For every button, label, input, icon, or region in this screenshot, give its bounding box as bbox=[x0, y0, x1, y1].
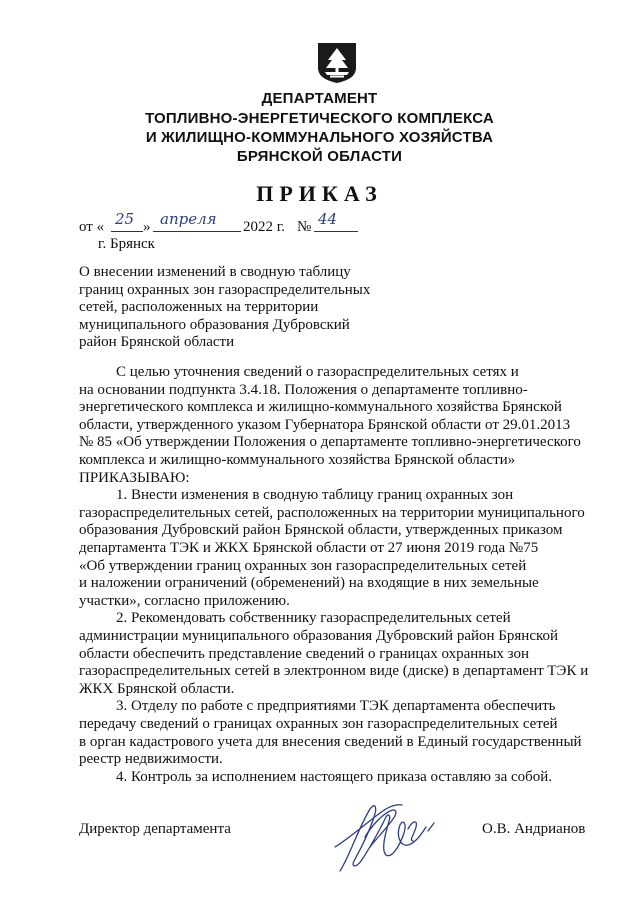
preamble-line: № 85 «Об утверждении Положения о департаменте топливно-энергетического bbox=[79, 434, 581, 451]
day-underline bbox=[111, 231, 143, 232]
item-2-line: газораспределительных сетей в электронном виде (диске) в департамент ТЭК и bbox=[79, 663, 589, 680]
preamble-line: области, утвержденного указом Губернатора Брянской области от 29.01.2013 bbox=[79, 416, 571, 433]
subject-line: границ охранных зон газораспределительных bbox=[79, 281, 371, 298]
order-year: 2022 г. bbox=[243, 219, 285, 235]
item-2-line: области обеспечить представление сведений о границах охранных зон bbox=[79, 645, 530, 662]
coat-of-arms-icon bbox=[317, 42, 357, 84]
date-quote-close: » bbox=[143, 219, 151, 235]
item-1-line: газораспределительных сетей, расположенных на территории муниципального bbox=[79, 504, 585, 521]
department-name-line-4: БРЯНСКОЙ ОБЛАСТИ bbox=[236, 148, 403, 165]
month-underline bbox=[153, 231, 241, 232]
department-name-line-1: ДЕПАРТАМЕНТ bbox=[261, 90, 378, 107]
preamble-line: на основании подпункта 3.4.18. Положения о департаменте топливно- bbox=[79, 381, 528, 398]
order-day: 25 bbox=[115, 210, 135, 228]
item-2-line: администрации муниципального образования Дубровский район Брянской bbox=[79, 628, 559, 644]
subject-line: район Брянской области bbox=[79, 334, 235, 351]
item-3-line: передачу сведений о границах охранных зон газораспределительных сетей bbox=[79, 716, 558, 732]
item-2-line: ЖКХ Брянской области. bbox=[79, 680, 235, 697]
order-keyword: ПРИКАЗЫВАЮ: bbox=[79, 469, 190, 486]
item-3-line: 3. Отделу по работе с предприятиями ТЭК департамента обеспечить bbox=[116, 698, 556, 715]
order-title: ПРИКАЗ bbox=[256, 181, 383, 206]
item-1-line: образования Дубровский район Брянской области, утвержденных приказом bbox=[79, 522, 563, 539]
signatory-position: Директор департамента bbox=[79, 821, 231, 837]
order-number-label: № bbox=[297, 219, 312, 235]
department-name-line-2: ТОПЛИВНО-ЭНЕРГЕТИЧЕСКОГО КОМПЛЕКСА bbox=[145, 110, 494, 127]
item-1-line: департамента ТЭК и ЖКХ Брянской области от 27 июня 2019 года №75 bbox=[79, 540, 539, 556]
date-prefix: от « bbox=[79, 219, 105, 235]
item-1-line: участки», согласно приложению. bbox=[79, 592, 290, 609]
item-2-line: 2. Рекомендовать собственнику газораспределительных сетей bbox=[116, 610, 511, 627]
order-city: г. Брянск bbox=[98, 236, 155, 252]
preamble-line: энергетического комплекса и жилищно-коммунального хозяйства Брянской bbox=[79, 399, 562, 416]
handwritten-signature-icon bbox=[330, 795, 440, 880]
item-3-line: реестр недвижимости. bbox=[79, 751, 223, 768]
department-name-line-3: И ЖИЛИЩНО-КОММУНАЛЬНОГО ХОЗЯЙСТВА bbox=[145, 129, 494, 146]
preamble-line: С целью уточнения сведений о газораспределительных сетях и bbox=[116, 364, 519, 380]
subject-line: сетей, расположенных на территории bbox=[79, 299, 319, 316]
order-number: 44 bbox=[318, 210, 338, 228]
item-1-line: «Об утверждении границ охранных зон газораспределительных сетей bbox=[79, 557, 527, 574]
preamble-line: комплекса и жилищно-коммунального хозяйства Брянской области» bbox=[79, 452, 516, 468]
number-underline bbox=[314, 231, 358, 232]
order-month: апреля bbox=[160, 210, 217, 228]
item-1-line: и наложении ограничений (обременений) на входящие в них земельные bbox=[79, 575, 539, 592]
subject-line: О внесении изменений в сводную таблицу bbox=[79, 264, 351, 280]
subject-line: муниципального образования Дубровский bbox=[79, 316, 350, 333]
item-3-line: в орган кадастрового учета для внесения сведений в Единый государственный bbox=[79, 733, 582, 750]
item-1-line: 1. Внести изменения в сводную таблицу границ охранных зон bbox=[116, 487, 514, 504]
signatory-name: О.В. Андрианов bbox=[482, 821, 586, 837]
item-4-line: 4. Контроль за исполнением настоящего приказа оставляю за собой. bbox=[116, 768, 553, 785]
